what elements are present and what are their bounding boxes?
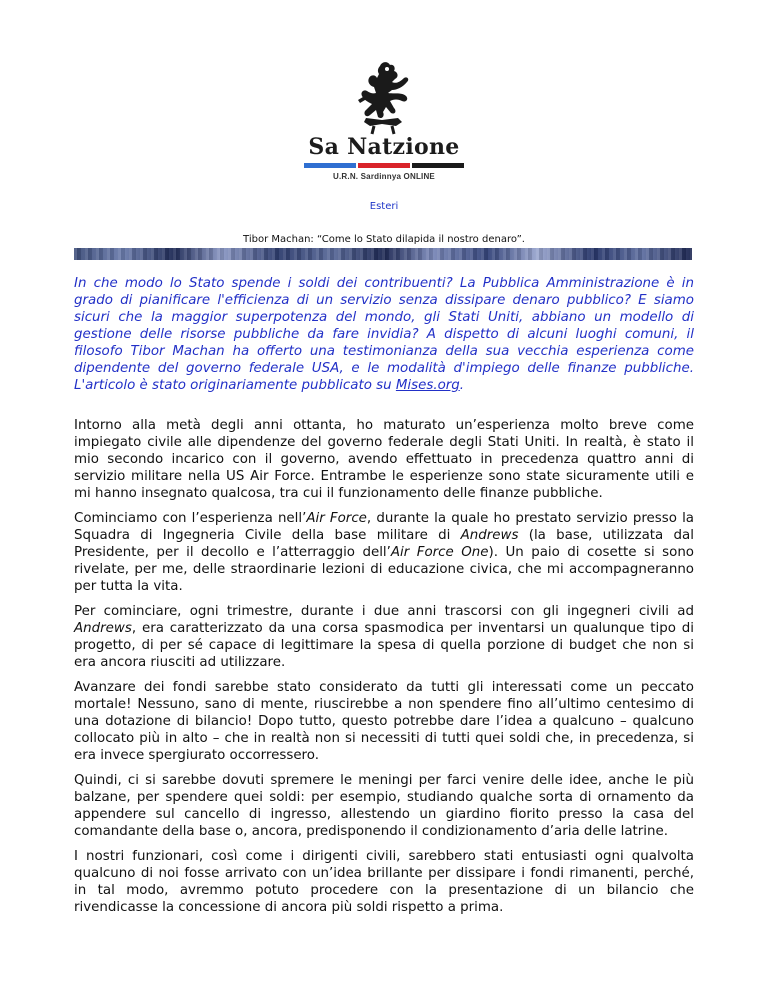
- mises-link[interactable]: Mises.org: [395, 378, 460, 393]
- paragraph-2-part: Cominciamo con l’esperienza nell’: [74, 511, 307, 526]
- article-intro: [74, 275, 694, 394]
- logo-bar-red: [358, 163, 410, 168]
- paragraph-2-part: (la base, utilizzata dal Presidente, per il decollo e l’atterraggio dell’: [74, 528, 694, 560]
- paragraph-6: I nostri funzionari, così come i dirigenti civili, sarebbero stati entusiasti ogni qualvolta qualcuno di noi fosse arrivato con un’idea brillante per dissipare i fondi rimanenti, perché, in tal modo, avremmo potuto procedere con la presentazione di un bilancio che rivendicasse la concessione di ancora più soldi rispetto a prima.: [74, 849, 694, 915]
- logo-bar-blue: [304, 163, 356, 168]
- paragraph-2-part: ). Un paio di cosette si sono rivelate, per me, delle straordinarie lezioni di educazione civica, che mi accompagneranno per tutta la vita.: [74, 545, 694, 594]
- emphasis-air-force-one: Air Force One: [390, 545, 489, 560]
- paragraph-5: Quindi, ci si sarebbe dovuti spremere le meningi per farci venire delle idee, anche le più balzane, per spendere quei soldi: per esempio, studiando qualche sorta di ornamento da appendere sul cancello di ingresso, allestendo un giardino fiorito presso la casa del comandante della base o, ancora, predisponendo il condizionamento d’aria delle latrine.: [74, 773, 694, 839]
- intro-end: .: [459, 378, 465, 393]
- logo-color-bars: [300, 163, 468, 168]
- logo-bar-black: [412, 163, 464, 168]
- paragraph-2-part: , durante la quale ho prestato servizio presso la Squadra di Ingegneria Civile della base militare di: [74, 511, 694, 543]
- horseman-emblem-icon: [352, 60, 416, 136]
- emphasis-andrews: Andrews: [460, 528, 519, 543]
- article-body: [74, 417, 694, 924]
- paragraph-3-part: , era caratterizzato da una corsa spasmodica per inventarsi un qualunque tipo di progetto, di per sé capace di legittimare la spesa di quella porzione di budget che non si era ancora riusciti ad utilizzare.: [74, 621, 694, 670]
- paragraph-3: [74, 603, 694, 671]
- paragraph-4: Avanzare dei fondi sarebbe stato considerato da tutti gli interessati come un peccato mortale! Nessuno, sano di mente, riuscirebbe a non spendere fino all’ultimo centesimo di una dotazione di bilancio! Dopo tutto, questo potrebbe dare l’idea a qualcuno – qualcuno collocato più in alto – che in realtà non si necessiti di tutti quei soldi che, in precedenza, si era invece spergiurato occorressero.: [74, 680, 694, 763]
- logo-subtitle: U.R.N. Sardinnya ONLINE: [333, 172, 435, 181]
- paragraph-3-part: Per cominciare, ogni trimestre, durante i due anni trascorsi con gli ingegneri civili ad: [74, 604, 694, 619]
- section-link-esteri[interactable]: Esteri: [369, 201, 399, 212]
- emphasis-air-force: Air Force: [306, 511, 367, 526]
- site-logo[interactable]: [300, 60, 468, 190]
- article-title: Tibor Machan: “Come lo Stato dilapida il nostro denaro”.: [243, 234, 525, 245]
- intro-text: In che modo lo Stato spende i soldi dei contribuenti? La Pubblica Amministrazione è in grado di pianificare l'efficienza di un servizio senza dissipare denaro pubblico? E siamo sicuri che la maggior superpotenza del mondo, gli Stati Uniti, abbiano un modello di gestione delle risorse pubbliche da fare invidia? A dispetto di alcuni luoghi comuni, il filosofo Tibor Machan ha offerto una testimonianza della sua vecchia esperienza come dipendente del governo federale USA, e le modalità d'impiego delle finanze pubbliche. L'articolo è stato originariamente pubblicato su: [74, 276, 694, 393]
- paragraph-2: [74, 510, 694, 595]
- emphasis-andrews: Andrews: [74, 621, 132, 636]
- paragraph-1: Intorno alla metà degli anni ottanta, ho maturato un’esperienza molto breve come impiegato civile alle dipendenze del governo federale degli Stati Uniti. In realtà, è stato il mio secondo incarico con il governo, avendo effettuato in precedenza quattro anni di servizio militare nella US Air Force. Entrambe le esperienze sono state sicuramente utili e mi hanno insegnato qualcosa, tra cui il funzionamento delle finanze pubbliche.: [74, 418, 694, 501]
- decorative-banner: [74, 248, 692, 260]
- logo-name: Sa Natzione: [308, 134, 460, 160]
